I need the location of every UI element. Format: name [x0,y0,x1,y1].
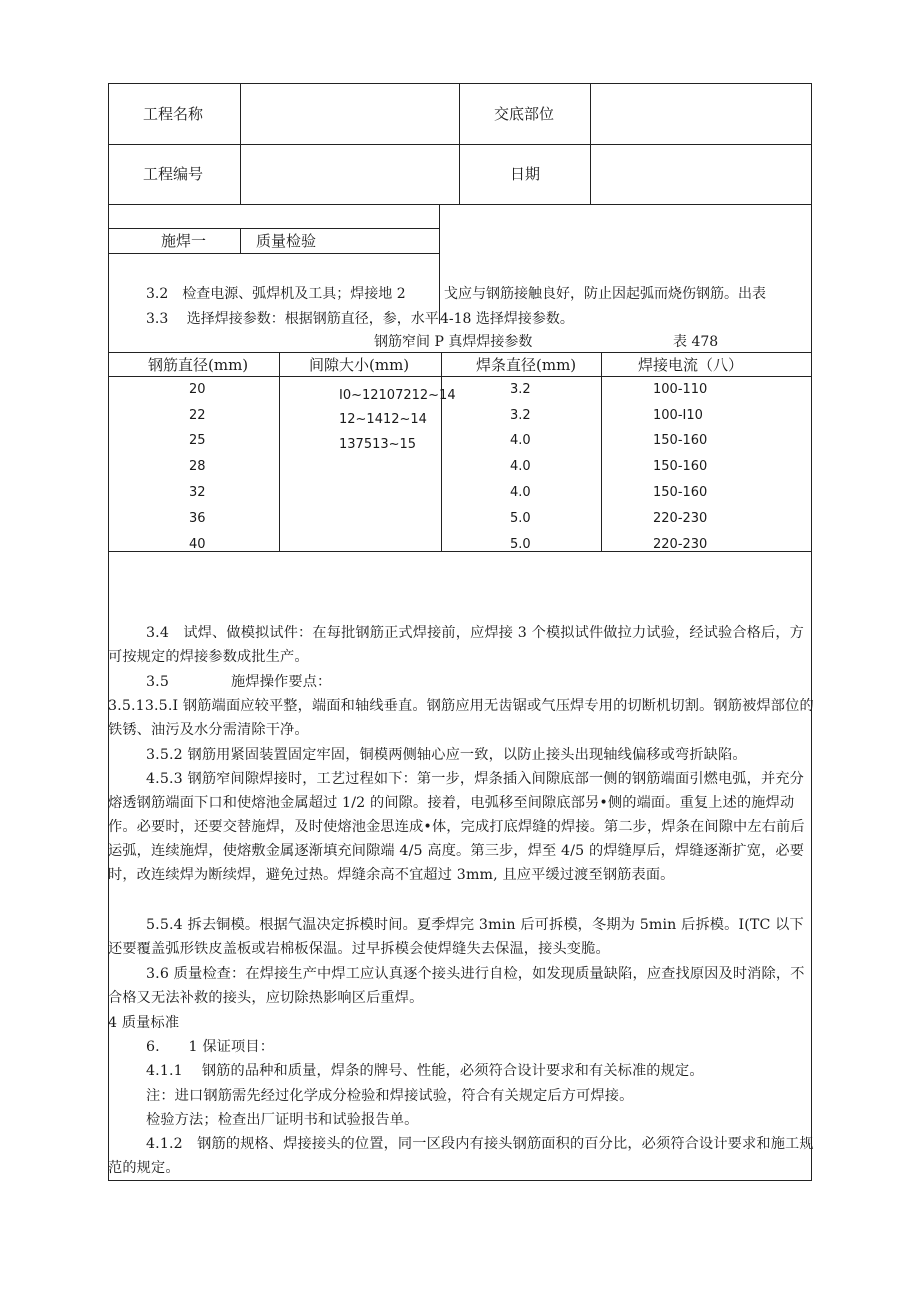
table-row-rod: 3.2 [510,382,531,397]
para-5-5-4-text: 5.5.4 拆去铜模。根据气温决定拆模时间。夏季焊完 3min 后可拆模，冬期为 5min 后拆模。I(TC 以下还要覆盖弧形铁皮盖板或岩棉板保温。过早拆模会使焊缝失去保温，接头变脆。 [108,917,804,957]
gap-value-1: I0~12107212~14 [339,388,456,403]
para-method-text: 检验方法；检查出厂证明书和试验报告单。 [146,1112,419,1128]
table-row-current: 220-230 [653,537,708,552]
header-col-divider-3 [590,83,591,204]
para-6-1-text: 6. 1 保证项目： [146,1039,275,1055]
subtable-col-1: 施焊一 [161,232,207,250]
subtable-right-border [439,204,440,324]
para-3-5 [108,670,816,694]
para-3-4-text: 3.4 试焊、做模拟试件：在每批钢筋正式焊接前，应焊接 3 个模拟试件做拉力试验，经试验合格后，方可按规定的焊接参数成批生产。 [108,625,805,665]
table-row-current: 150-160 [653,433,708,448]
para-4-1-1-text: 4.1.1 钢筋的品种和质量，焊条的牌号、性能，必须符合设计要求和有关标准的规定。 [146,1063,704,1079]
gap-value-3: 137513~15 [339,437,417,452]
para-6-1 [108,1035,816,1059]
subtable-mid-border [240,228,241,253]
para-3-5-1-text: 3.5.13.5.I 钢筋端面应较平整，端面和轴线垂直。钢筋应用无齿锯或气压焊专用的切断机切割。钢筋被焊部位的铁锈、油污及水分需清除干净。 [108,698,814,738]
para-3-6-text: 3.6 质量检查：在焊接生产中焊工应认真逐个接头进行自检，如发现质量缺陷，应查找原因及时消除，不合格又无法补救的接头，应切除热影响区后重焊。 [108,966,805,1006]
header-col-divider-1 [240,83,241,204]
subtable-col-2: 质量检验 [256,232,317,250]
param-table-col-1 [279,352,280,551]
param-table-col-3 [601,352,602,551]
para-3-6 [108,962,816,1010]
heading-4-text: 4 质量标准 [108,1015,180,1031]
table-row-current: 100-I10 [653,408,703,423]
date-label: 日期 [510,165,541,183]
table-row-rod: 4.0 [510,459,531,474]
header-rod-diameter: 焊条直径(mm) [476,356,577,374]
project-name-label: 工程名称 [143,105,204,123]
header-bottom-divider [108,204,812,205]
para-3-5-2-text: 3.5.2 钢筋用紧固装置固定牢固，铜模两侧轴心应一致，以防止接头出现轴线偏移或弯折缺陷。 [146,747,747,763]
table-row-current: 150-160 [653,459,708,474]
param-table-top [108,352,812,353]
header-gap-size: 间隙大小(mm) [309,356,410,374]
para-3-5-1 [108,694,816,742]
subtable-line-1 [108,228,439,229]
para-4-1-2-text: 4.1.2 钢筋的规格、焊接接头的位置，同一区段内有接头钢筋面积的百分比，必须符合设计要求和施工规范的规定。 [108,1136,814,1176]
header-row-divider [108,144,812,145]
handover-part-label: 交底部位 [494,105,555,123]
table-row-dia: 25 [189,433,206,448]
para-3-4 [108,621,816,669]
header-col-divider-2 [459,83,460,204]
para-note-text: 注：进口钢筋需先经过化学成分检验和焊接试验，符合有关规定后方可焊接。 [146,1088,634,1104]
frame-bottom [108,1180,812,1181]
header-welding-current: 焊接电流（八） [638,356,744,374]
section-3-3-right: 4-18 选择焊接参数。 [440,311,574,327]
frame-top [108,83,812,84]
param-table-number: 表 478 [673,334,719,350]
heading-4 [108,1011,816,1035]
param-table-title: 钢筋窄间 P 真焊焊接参数 [374,334,533,350]
para-note [108,1084,816,1108]
header-rebar-diameter: 钢筋直径(mm) [148,356,249,374]
table-row-dia: 22 [189,408,206,423]
table-row-rod: 3.2 [510,408,531,423]
para-4-1-1 [108,1059,816,1083]
project-no-label: 工程编号 [143,165,204,183]
table-row-current: 100-110 [653,382,708,397]
table-row-dia: 40 [189,537,206,552]
table-row-rod: 5.0 [510,537,531,552]
para-4-5-3 [108,767,816,887]
para-3-5-text: 3.5 施焊操作要点： [146,674,332,690]
table-row-rod: 4.0 [510,485,531,500]
gap-value-2: 12~1412~14 [339,412,427,427]
section-3-2-right: 戈应与钢筋接触良好，防止因起弧而烧伤钢筋。出表 [444,286,766,302]
subtable-line-2 [108,253,439,254]
table-row-current: 150-160 [653,485,708,500]
para-method [108,1108,816,1132]
section-3-3-left: 3.3 选择焊接参数：根据钢筋直径，参，水平 [146,311,439,327]
param-table-col-2 [441,352,442,551]
table-row-dia: 20 [189,382,206,397]
table-row-rod: 4.0 [510,433,531,448]
para-3-5-2 [108,743,816,767]
para-4-1-2 [108,1132,816,1180]
table-row-current: 220-230 [653,511,708,526]
section-3-2-left: 3.2 检查电源、弧焊机及工具；焊接地 2 [146,286,406,302]
para-4-5-3-text: 4.5.3 钢筋窄间隙焊接时，工艺过程如下：第一步，焊条插入间隙底部一侧的钢筋端面引燃电弧，并充分熔透钢筋端面下口和使熔池金属超过 1/2 的间隙。接着，电弧移至间隙底部另•侧的端面。重复上述的施焊动作。必要时，还要交替施焊，及时使熔池金思连成•体，完成打底焊缝的焊接。第二步，焊条在间隙中左右前后运弧，连续施焊，使熔敷金属逐渐填充间隙端 4/5 高度。第三步，焊至 4/5 的焊缝厚后，焊缝逐渐扩宽，必要时，改连续焊为断续焊，避免过热。焊缝余高不宜超过 3mm, 且应平缓过渡至钢筋表面。 [108,771,805,883]
table-row-dia: 28 [189,459,206,474]
table-row-rod: 5.0 [510,511,531,526]
param-table-header-bottom [108,376,812,377]
table-row-dia: 36 [189,511,206,526]
para-5-5-4 [108,913,816,961]
table-row-dia: 32 [189,485,206,500]
